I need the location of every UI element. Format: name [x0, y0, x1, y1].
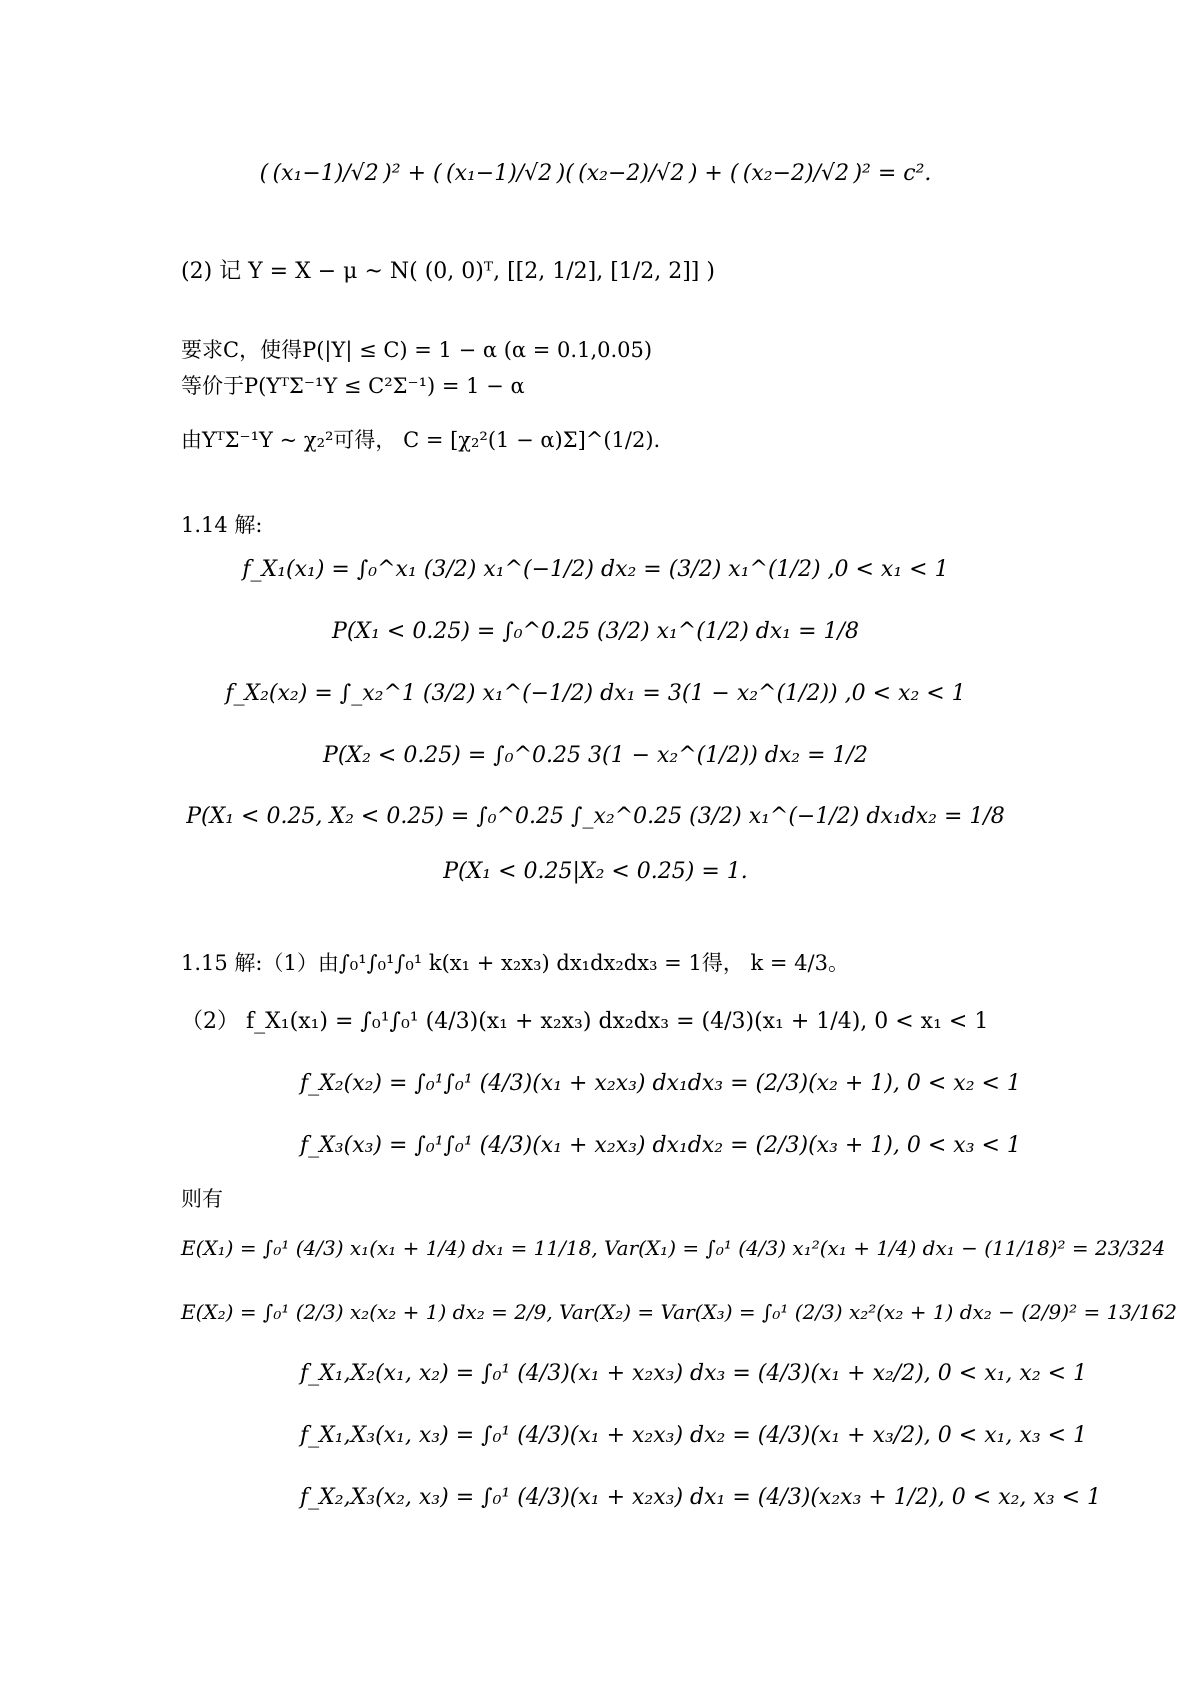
solution-1-15-heading: 1.15 解:（1）由∫₀¹∫₀¹∫₀¹ k(x₁ + x₂x₃) dx₁dx₂dx₃ = 1得， k = 4/3。: [181, 951, 849, 975]
equation-f-x1x2: f_X₁,X₂(x₁, x₂) = ∫₀¹ (4/3)(x₁ + x₂x₃) dx₃ = (4/3)(x₁ + x₂/2), 0 < x₁, x₂ < 1: [300, 1361, 1088, 1386]
chi-square-line: 由YᵀΣ⁻¹Y ~ χ₂²可得， C = [χ₂²(1 − α)Σ]^(1/2).: [181, 428, 661, 452]
equation-f-x2-b: f_X₂(x₂) = ∫₀¹∫₀¹ (4/3)(x₁ + x₂x₃) dx₁dx₃ = (2/3)(x₂ + 1), 0 < x₂ < 1: [300, 1071, 1021, 1096]
equation-f-x1x3: f_X₁,X₃(x₁, x₃) = ∫₀¹ (4/3)(x₁ + x₂x₃) dx₂ = (4/3)(x₁ + x₃/2), 0 < x₁, x₃ < 1: [300, 1423, 1088, 1448]
equation-f-x2: f_X₂(x₂) = ∫_x₂^1 (3/2) x₁^(−1/2) dx₁ = 3(1 − x₂^(1/2)) ,0 < x₂ < 1: [225, 681, 966, 706]
then-line: 则有: [181, 1187, 223, 1211]
equation-f-x3: f_X₃(x₃) = ∫₀¹∫₀¹ (4/3)(x₁ + x₂x₃) dx₁dx₂ = (2/3)(x₃ + 1), 0 < x₃ < 1: [300, 1133, 1021, 1158]
equation-p-conditional: P(X₁ < 0.25|X₂ < 0.25) = 1.: [443, 859, 748, 884]
equation-p-x1: P(X₁ < 0.25) = ∫₀^0.25 (3/2) x₁^(1/2) dx₁ = 1/8: [332, 619, 859, 644]
require-c-line: 要求C，使得P(|Y| ≤ C) = 1 − α (α = 0.1,0.05): [181, 338, 653, 362]
part2-intro-line: (2) 记 Y = X − μ ~ N( (0, 0)ᵀ, [[2, 1/2], [1/2, 2]] ): [181, 259, 715, 284]
equation-p-x2: P(X₂ < 0.25) = ∫₀^0.25 3(1 − x₂^(1/2)) dx₂ = 1/2: [323, 743, 868, 768]
solution-1-14-heading: 1.14 解:: [181, 513, 263, 537]
equation-e-x1: E(X₁) = ∫₀¹ (4/3) x₁(x₁ + 1/4) dx₁ = 11/18, Var(X₁) = ∫₀¹ (4/3) x₁²(x₁ + 1/4) dx₁ − (11/18)² = 23/324: [181, 1236, 1166, 1260]
part2-f-x1-line: （2） f_X₁(x₁) = ∫₀¹∫₀¹ (4/3)(x₁ + x₂x₃) dx₂dx₃ = (4/3)(x₁ + 1/4), 0 < x₁ < 1: [181, 1009, 989, 1034]
equation-e-x2: E(X₂) = ∫₀¹ (2/3) x₂(x₂ + 1) dx₂ = 2/9, Var(X₂) = Var(X₃) = ∫₀¹ (2/3) x₂²(x₂ + 1) dx₂ − (2/9)² = 13/162: [181, 1300, 1177, 1324]
equivalent-line: 等价于P(YᵀΣ⁻¹Y ≤ C²Σ⁻¹) = 1 − α: [181, 374, 525, 398]
equation-f-x1: f_X₁(x₁) = ∫₀^x₁ (3/2) x₁^(−1/2) dx₂ = (3/2) x₁^(1/2) ,0 < x₁ < 1: [242, 557, 949, 582]
equation-ellipse: ( (x₁−1)/√2 )² + ( (x₁−1)/√2 )( (x₂−2)/√2 ) + ( (x₂−2)/√2 )² = c².: [259, 161, 932, 186]
equation-p-joint: P(X₁ < 0.25, X₂ < 0.25) = ∫₀^0.25 ∫_x₂^0.25 (3/2) x₁^(−1/2) dx₁dx₂ = 1/8: [186, 804, 1005, 829]
equation-f-x2x3: f_X₂,X₃(x₂, x₃) = ∫₀¹ (4/3)(x₁ + x₂x₃) dx₁ = (4/3)(x₂x₃ + 1/2), 0 < x₂, x₃ < 1: [300, 1485, 1102, 1510]
